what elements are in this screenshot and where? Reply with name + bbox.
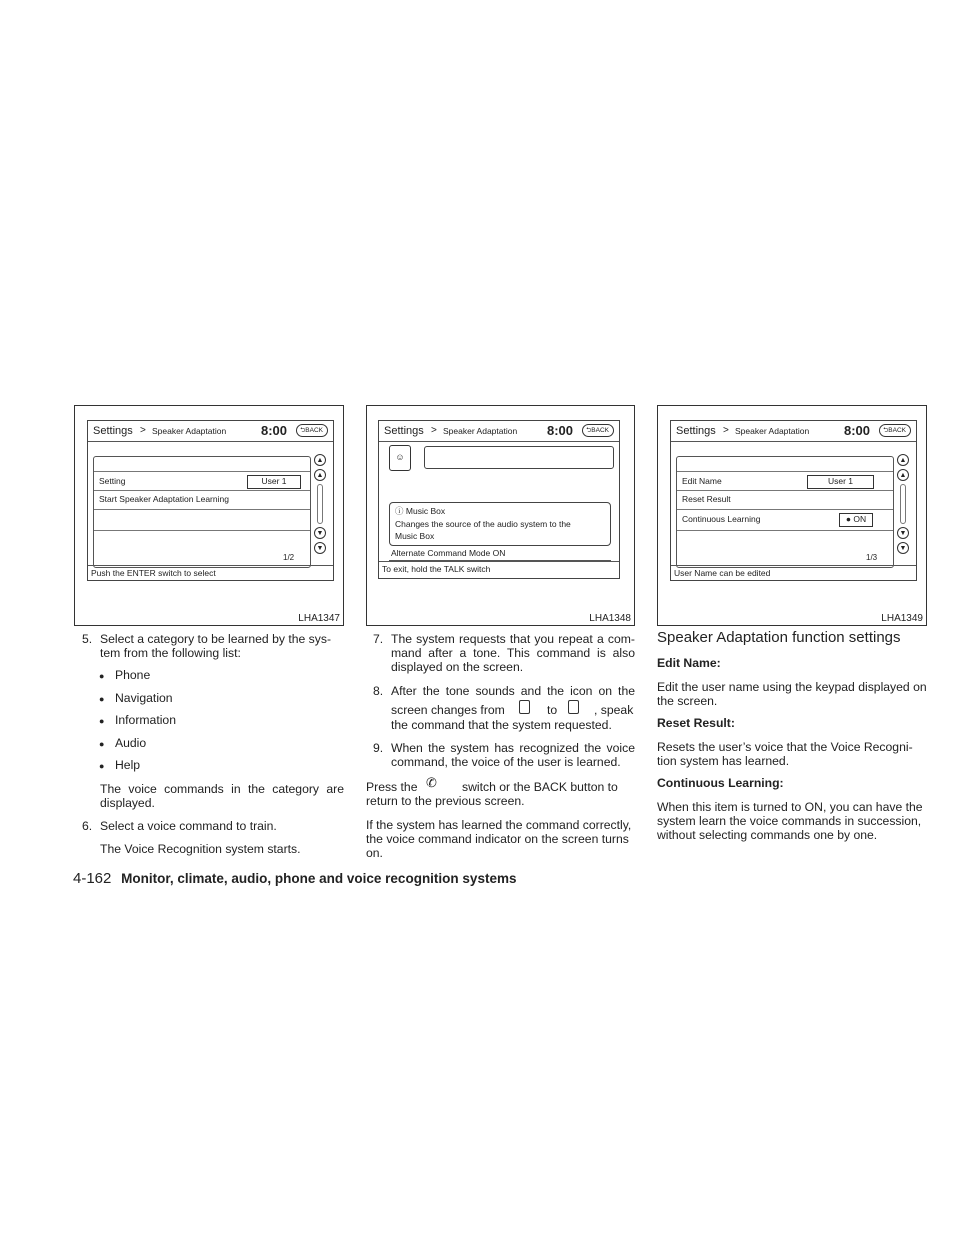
menu-row-continuous-learning[interactable] [677,510,893,531]
step-number: 6. [82,819,93,833]
menu-row-setting[interactable] [94,471,310,491]
scroll-up-icon[interactable]: ▲ [897,454,909,466]
step-6-text: Select a voice command to train. [100,819,277,833]
voice-command-display [424,446,614,469]
paragraph-text: Edit the user name using the keypad displayed on [657,680,927,694]
row-label: Setting [99,476,126,486]
info-title: Music Box [405,506,446,516]
bullet-icon: ● [99,716,105,726]
paragraph-text: on. [366,846,383,860]
paragraph-text: displayed. [100,796,155,810]
scroll-down-icon[interactable]: ▼ [897,527,909,539]
menu-row-empty [94,510,310,531]
alt-mode-bar [389,547,611,561]
bullet-item: Navigation [115,691,173,705]
page-indicator: 1/2 [283,553,295,562]
paragraph-text: Press the [366,780,418,794]
step-7-text: displayed on the screen. [391,660,524,674]
back-button[interactable] [879,424,911,437]
step-9-text: When the system has recognized the voice [391,741,635,755]
bullet-icon: ● [99,739,105,749]
scroll-down-icon[interactable]: ▼ [897,542,909,554]
header-sub: Speaker Adaptation [735,426,810,436]
back-button[interactable] [582,424,614,437]
subheading: Continuous Learning: [657,776,784,790]
menu-row-edit-name[interactable] [677,471,893,491]
screen-footer [379,561,619,578]
footer-text: To exit, hold the TALK switch [382,564,491,574]
bullet-icon: ● [99,761,105,771]
step-5-text: Select a category to be learned by the sys- [100,632,332,646]
info-line: Music Box [395,531,435,541]
header-sub: Speaker Adaptation [152,426,227,436]
menu-list [676,456,894,568]
bullet-item: Help [115,758,141,772]
paragraph-text: system learn the voice commands in succession, [657,814,922,828]
row-label: Reset Result [682,494,731,504]
figure-lha1347 [74,405,344,626]
info-line: Changes the source of the audio system to the [395,518,571,529]
header-settings: Settings [384,425,424,437]
step-number: 5. [82,632,93,646]
footer-text: Push the ENTER switch to select [91,568,216,578]
bullet-icon: ● [99,694,105,704]
paragraph-text: Resets the user’s voice that the Voice Recogni- [657,740,913,754]
header-clock: 8:00 [844,423,871,438]
back-arrow-icon: ⮌ [300,427,306,434]
header-sep: > [431,425,437,436]
section-heading: Speaker Adaptation function settings [657,629,901,646]
header-sub: Speaker Adaptation [443,426,518,436]
paragraph-text: the screen. [657,694,718,708]
step-5-text: tem from the following list: [100,646,241,660]
step-7-text: mand after a tone. This command is also [391,646,635,660]
back-label: BACK [591,427,609,434]
chapter-title: Monitor, climate, audio, phone and voice recognition systems [121,871,517,886]
voice-active-icon [568,700,579,714]
page-indicator: 1/3 [866,553,878,562]
user-value-box: User 1 [247,475,301,489]
bullet-item: Audio [115,736,147,750]
paragraph-text: The Voice Recognition system starts. [100,842,301,856]
scroll-up-icon[interactable]: ▲ [314,454,326,466]
screen-display [670,420,917,581]
screen-display [378,420,620,579]
figure-code: LHA1349 [881,613,923,624]
footer-text: User Name can be edited [674,568,771,578]
screen-header [88,421,333,442]
step-number: 9. [373,741,384,755]
voice-status-icon: ☺ [389,445,411,471]
step-8-text: the command that the system requested. [391,718,612,732]
back-label: BACK [305,427,323,434]
bullet-item: Information [115,713,176,727]
menu-list [93,456,311,568]
screen-header [671,421,916,442]
figure-lha1349 [657,405,927,626]
paragraph-text: If the system has learned the command correctly, [366,818,632,832]
info-icon: ⓘ [395,506,404,516]
back-arrow-icon: ⮌ [586,427,592,434]
screen-display [87,420,334,581]
header-settings: Settings [93,425,133,437]
header-sep: > [140,425,146,436]
paragraph-text: When this item is turned to ON, you can have the [657,800,923,814]
info-box [389,502,611,546]
scrollbar-track[interactable] [317,484,323,524]
menu-row-start-learning[interactable] [94,490,310,510]
screen-footer [671,565,916,580]
menu-row-reset-result[interactable] [677,490,893,510]
on-toggle[interactable]: ● ON [839,513,873,527]
figure-code: LHA1347 [298,613,340,624]
row-label: Start Speaker Adaptation Learning [99,494,229,504]
header-settings: Settings [676,425,716,437]
menu-row-empty [94,531,310,551]
step-8-text: screen changes from [391,703,505,717]
step-number: 7. [373,632,384,646]
bullet-item: Phone [115,668,151,682]
screen-header [379,421,619,442]
scroll-down-icon[interactable]: ▼ [314,527,326,539]
page-footer [73,870,516,887]
header-clock: 8:00 [261,423,288,438]
row-label: Edit Name [682,476,722,486]
paragraph-text: the voice command indicator on the screen turns [366,832,629,846]
paragraph-text: The voice commands in the category are [100,782,344,796]
header-sep: > [723,425,729,436]
paragraph-text: without selecting commands one by one. [657,828,878,842]
figure-code: LHA1348 [589,613,631,624]
paragraph-text: tion system has learned. [657,754,790,768]
step-8-text: to [547,703,558,717]
scroll-up-icon[interactable]: ▲ [314,469,326,481]
row-label: Continuous Learning [682,514,761,524]
paragraph-text: return to the previous screen. [366,794,525,808]
step-8-text: After the tone sounds and the icon on the [391,684,635,698]
screen-footer [88,565,333,580]
user-value-box: User 1 [807,475,874,489]
scroll-up-icon[interactable]: ▲ [897,469,909,481]
scroll-down-icon[interactable]: ▼ [314,542,326,554]
header-clock: 8:00 [547,423,574,438]
back-arrow-icon: ⮌ [883,427,889,434]
step-8-text: , speak [594,703,634,717]
page-number: 4-162 [73,870,112,887]
back-label: BACK [888,427,906,434]
bullet-icon: ● [99,671,105,681]
subheading: Edit Name: [657,656,721,670]
talk-switch-icon: ✆ [426,775,437,790]
back-button[interactable] [296,424,328,437]
step-number: 8. [373,684,384,698]
scrollbar-track[interactable] [900,484,906,524]
voice-idle-icon [519,700,530,714]
subheading: Reset Result: [657,716,735,730]
figure-lha1348 [366,405,635,626]
menu-row-empty [677,531,893,551]
step-9-text: command, the voice of the user is learned. [391,755,621,769]
alt-mode-text: Alternate Command Mode ON [391,548,506,558]
step-7-text: The system requests that you repeat a com- [391,632,635,646]
paragraph-text: switch or the BACK button to [462,780,618,794]
